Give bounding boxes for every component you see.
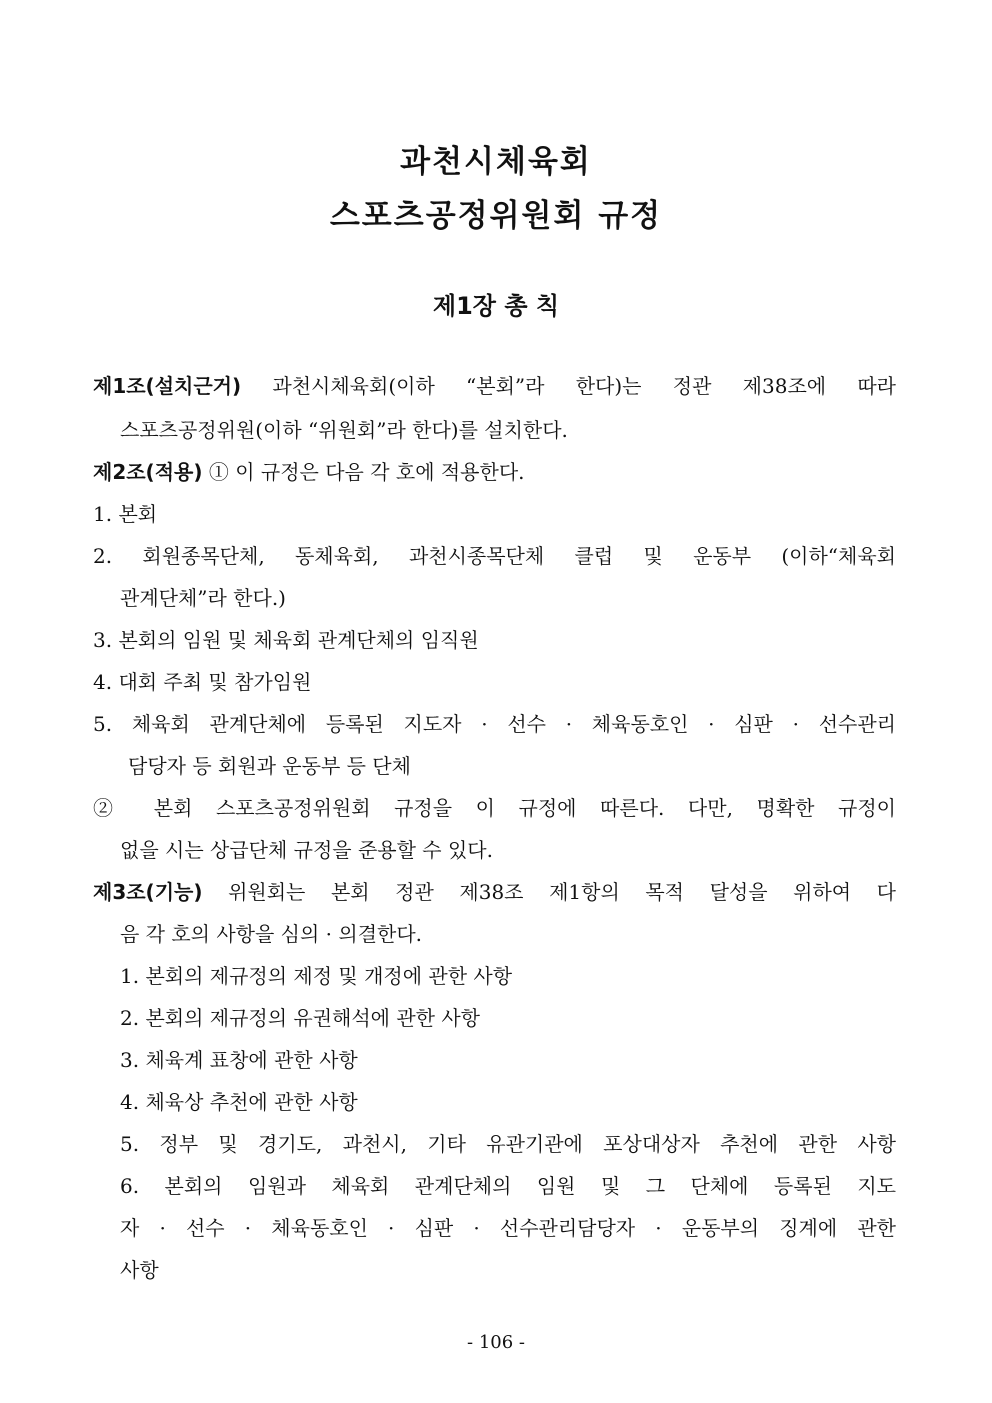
article-2-para2-line2: 없을 시는 상급단체 규정을 준용할 수 있다. xyxy=(120,838,493,862)
article-3-line2: 음 각 호의 사항을 심의 · 의결한다. xyxy=(120,922,423,946)
article-2-item5-line2: 담당자 등 회원과 운동부 등 단체 xyxy=(128,754,411,778)
article-2-heading: 제2조(적용) xyxy=(93,460,203,484)
article-2-item1: 1. 본회 xyxy=(93,502,158,526)
article-2-text: ① 이 규정은 다음 각 호에 적용한다. xyxy=(202,460,525,484)
article-3-item6-line2: 자 · 선수 · 체육동호인 · 심판 · 선수관리담당자 · 운동부의 징계에 관한 xyxy=(120,1216,896,1240)
article-2-para2-line1: ② 본회 스포츠공정위원회 규정을 이 규정에 따른다. 다만, 명확한 규정이 xyxy=(93,796,896,820)
article-3-item4: 4. 체육상 추천에 관한 사항 xyxy=(120,1090,358,1114)
article-3-text: 위원회는 본회 정관 제38조 제1항의 목적 달성을 위하여 다 xyxy=(202,880,896,904)
article-3-heading: 제3조(기능) xyxy=(93,880,203,904)
article-3-item1: 1. 본회의 제규정의 제정 및 개정에 관한 사항 xyxy=(120,964,513,988)
article-2-item3: 3. 본회의 임원 및 체육회 관계단체의 임직원 xyxy=(93,628,479,652)
article-2-item2-line1: 2. 회원종목단체, 동체육회, 과천시종목단체 클럽 및 운동부 (이하“체육회 xyxy=(93,544,896,568)
page-number: - 106 - xyxy=(467,1332,525,1353)
article-2-item4: 4. 대회 주최 및 참가임원 xyxy=(93,670,312,694)
article-1-heading: 제1조(설치근거) xyxy=(93,374,242,398)
article-3-item6-line3: 사항 xyxy=(120,1258,159,1282)
article-3-item3: 3. 체육계 표창에 관한 사항 xyxy=(120,1048,358,1072)
article-1-line1 xyxy=(93,372,896,400)
document-title-line2: 스포츠공정위원회 규정 xyxy=(329,198,663,234)
article-2-line1 xyxy=(93,458,525,486)
article-1-text: 과천시체육회(이하 “본회”라 한다)는 정관 제38조에 따라 xyxy=(241,374,896,398)
article-1-line2: 스포츠공정위원(이하 “위원회”라 한다)를 설치한다. xyxy=(120,418,568,442)
article-3-item6-line1: 6. 본회의 임원과 체육회 관계단체의 임원 및 그 단체에 등록된 지도 xyxy=(120,1174,896,1198)
article-3-item5: 5. 정부 및 경기도, 과천시, 기타 유관기관에 포상대상자 추천에 관한 사항 xyxy=(120,1132,896,1156)
article-3-item2: 2. 본회의 제규정의 유권해석에 관한 사항 xyxy=(120,1006,480,1030)
chapter-heading: 제1장 총 칙 xyxy=(432,292,560,320)
article-2-item2-line2: 관계단체”라 한다.) xyxy=(120,586,286,610)
article-2-item5-line1: 5. 체육회 관계단체에 등록된 지도자 · 선수 · 체육동호인 · 심판 · 선수관리 xyxy=(93,712,896,736)
document-title-line1: 과천시체육회 xyxy=(400,144,592,180)
article-3-line1 xyxy=(93,878,896,906)
